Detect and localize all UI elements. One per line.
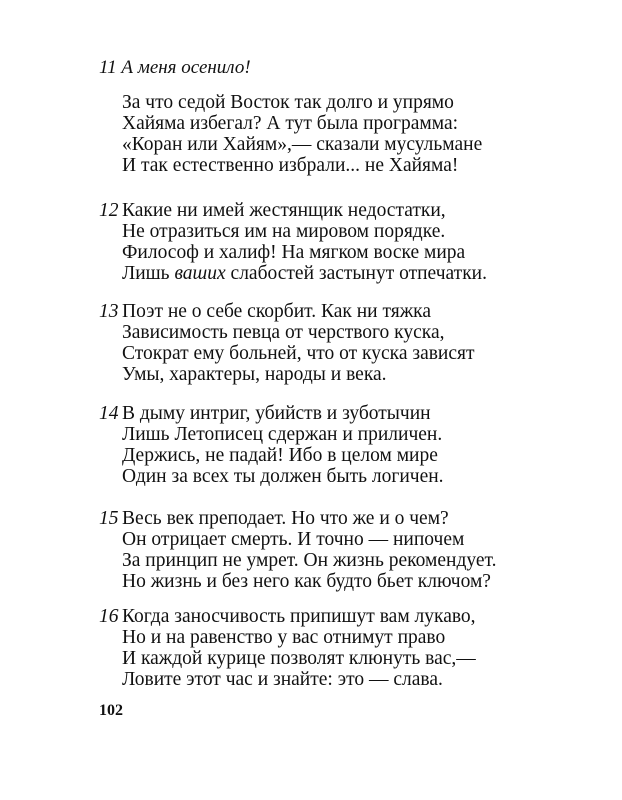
verse-line: Он отрицает смерть. И точно — нипочем	[122, 529, 465, 550]
text-segment: слабостей застынут отпечатки.	[225, 263, 487, 284]
verse-line: Хайяма избегал? А тут была программа:	[122, 113, 459, 134]
stanza-number: 15	[99, 508, 119, 529]
verse-line: Стократ ему больней, что от куска зависят	[122, 343, 475, 364]
verse-line: И так естественно избрали... не Хайяма!	[122, 155, 459, 176]
verse-line: Ловите этот час и знайте: это — слава.	[122, 669, 443, 690]
stanza-number: 14	[99, 403, 119, 424]
stanza-16	[99, 606, 476, 690]
verse-line: Один за всех ты должен быть логичен.	[122, 466, 444, 487]
stanza-number: 16	[99, 606, 119, 627]
emphasis-text: ваших	[174, 263, 226, 284]
verse-line: В дыму интриг, убийств и зуботычин	[122, 403, 431, 424]
verse-line: Но жизнь и без него как будто бьет ключом?	[122, 571, 491, 592]
verse-line: Поэт не о себе скорбит. Как ни тяжка	[122, 301, 432, 322]
section-heading: 11 А меня осенило!	[99, 57, 251, 78]
verse-line: «Коран или Хайям»,— сказали мусульмане	[122, 134, 483, 155]
verse-line: И каждой курице позволят клюнуть вас,—	[122, 648, 476, 669]
stanza-14	[99, 403, 444, 487]
stanza-15	[99, 508, 496, 592]
verse-line: Весь век преподает. Но что же и о чем?	[122, 508, 449, 529]
verse-line: Зависимость певца от черствого куска,	[122, 322, 445, 343]
verse-line: Лишь Летописец сдержан и приличен.	[122, 424, 443, 445]
verse-line: Не отразиться им на мировом порядке.	[122, 221, 446, 242]
text-segment: Лишь	[122, 263, 175, 284]
verse-line	[122, 263, 487, 284]
stanza-13	[99, 301, 475, 385]
stanza-11	[99, 92, 482, 176]
verse-line: За что седой Восток так долго и упрямо	[122, 92, 454, 113]
verse-line: Но и на равенство у вас отнимут право	[122, 627, 446, 648]
verse-line: Умы, характеры, народы и века.	[122, 364, 387, 385]
verse-line: Какие ни имей жестянщик недостатки,	[122, 200, 446, 221]
stanza-12	[99, 200, 487, 284]
verse-line: Философ и халиф! На мягком воске мира	[122, 242, 466, 263]
verse-line: За принцип не умрет. Он жизнь рекомендует.	[122, 550, 497, 571]
verse-line: Когда заносчивость припишут вам лукаво,	[122, 606, 476, 627]
verse-line: Держись, не падай! Ибо в целом мире	[122, 445, 438, 466]
page-number: 102	[99, 702, 123, 719]
stanza-number: 12	[99, 200, 119, 221]
stanza-number: 13	[99, 301, 119, 322]
